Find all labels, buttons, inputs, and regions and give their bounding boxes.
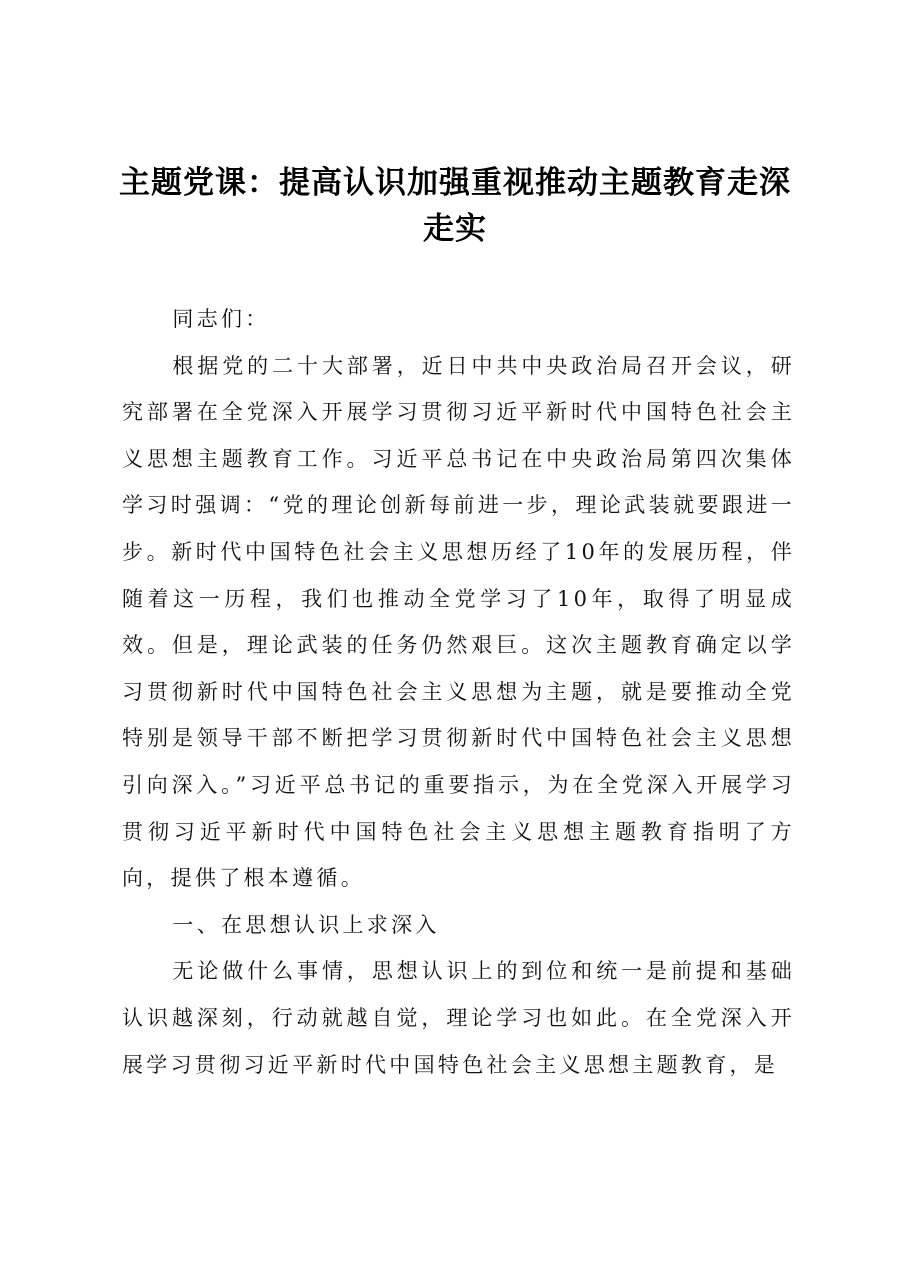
greeting: 同志们： bbox=[172, 307, 270, 331]
document-body bbox=[122, 296, 795, 1088]
paragraph-intro: 根据党的二十大部署，近日中共中央政治局召开会议，研究部署在全党深入开展学习贯彻习近平新时代中国特色社会主义思想主题教育工作。习近平总书记在中央政治局第四次集体学习时强调：“党的理论创新每前进一步，理论武装就要跟进一步。新时代中国特色社会主义思想历经了10年的发展历程，伴随着这一历程，我们也推动全党学习了10年，取得了明显成效。但是，理论武装的任务仍然艰巨。这次主题教育确定以学习贯彻新时代中国特色社会主义思想为主题，就是要推动全党特别是领导干部不断把学习贯彻新时代中国特色社会主义思想引向深入。”习近平总书记的重要指示，为在全党深入开展学习贯彻习近平新时代中国特色社会主义思想主题教育指明了方向，提供了根本遵循。 bbox=[122, 353, 795, 891]
section-heading: 一、在思想认识上求深入 bbox=[172, 912, 440, 937]
section-paragraph: 无论做什么事情，思想认识上的到位和统一是前提和基础认识越深刻，行动就越自觉，理论学习也如此。在全党深入开展学习贯彻习近平新时代中国特色社会主义思想主题教育，是 bbox=[122, 959, 795, 1077]
document-title: 主题党课：提高认识加强重视推动主题教育走深走实 bbox=[119, 165, 791, 247]
